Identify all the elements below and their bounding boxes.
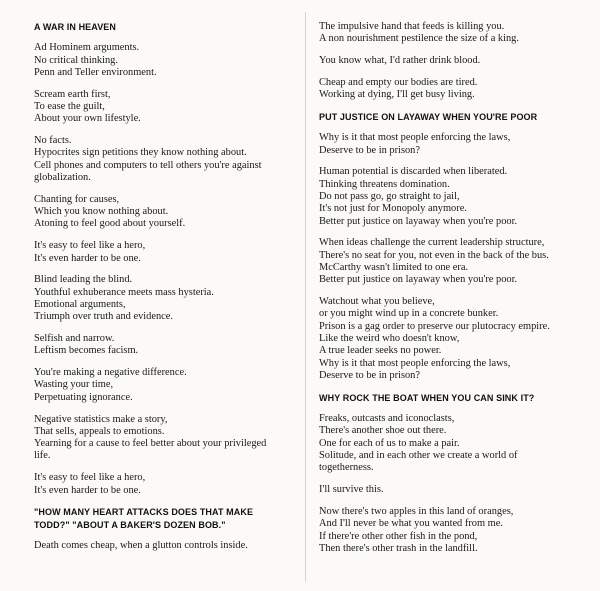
lyric-line: Youthful exhuberance meets mass hysteria.: [34, 286, 214, 298]
lyric-line: McCarthy wasn't limited to one era.: [319, 262, 469, 274]
lyric-line: Death comes cheap, when a glutton controls inside.: [34, 540, 248, 552]
lyric-line: Solitude, and in each other we create a world of: [319, 450, 518, 462]
lyric-line: globalization.: [34, 172, 91, 184]
lyric-line: Which you know nothing about.: [34, 206, 169, 218]
lyric-line: Atoning to feel good about yourself.: [34, 218, 186, 230]
lyric-line: Better put justice on layaway when you're poor.: [319, 215, 518, 227]
song-title: WHY ROCK THE BOAT WHEN YOU CAN SINK IT?: [319, 392, 535, 403]
lyric-line: And I'll never be what you wanted from me.: [319, 518, 503, 530]
stanza: [34, 367, 306, 404]
lyric-line: Perpetuating ignorance.: [34, 391, 133, 403]
lyric-line: There's no seat for you, not even in the back of the bus.: [319, 249, 549, 261]
stanza: [34, 240, 306, 265]
lyric-line: Chanting for causes,: [34, 193, 120, 205]
lyric-line: Why is it that most people enforcing the laws,: [319, 132, 511, 144]
lyric-line: Freaks, outcasts and iconoclasts,: [319, 413, 455, 425]
stanza: [319, 21, 587, 46]
stanza: [319, 296, 587, 382]
stanza: [34, 135, 306, 184]
lyric-line: To ease the guilt,: [34, 101, 105, 113]
lyric-line: Wasting your time,: [34, 379, 114, 391]
lyric-line: Deserve to be in prison?: [319, 369, 420, 381]
lyric-line: life.: [34, 450, 51, 462]
lyric-line: That sells, appeals to emotions.: [34, 425, 165, 437]
stanza: [34, 333, 306, 358]
song-title: PUT JUSTICE ON LAYAWAY WHEN YOU'RE POOR: [319, 111, 538, 122]
lyric-line: It's easy to feel like a hero,: [34, 472, 146, 484]
stanza: [34, 194, 306, 231]
lyric-line: No facts.: [34, 135, 72, 147]
lyric-line: Human potential is discarded when liberated.: [319, 166, 508, 178]
lyric-line: Cell phones and computers to tell others you're against: [34, 159, 262, 171]
lyric-line: You know what, I'd rather drink blood.: [319, 55, 481, 67]
lyric-line: togetherness.: [319, 462, 374, 474]
lyric-line: You're making a negative difference.: [34, 367, 187, 379]
column-divider: [305, 12, 306, 582]
lyric-line: About your own lifestyle.: [34, 113, 141, 125]
lyric-line: When ideas challenge the current leadership structure,: [319, 237, 545, 249]
lyric-line: Deserve to be in prison?: [319, 144, 420, 156]
lyric-line: Leftism becomes facism.: [34, 345, 139, 357]
lyric-line: It's even harder to be one.: [34, 252, 141, 264]
lyric-line: Like the weird who doesn't know,: [319, 333, 460, 345]
lyric-line: Yearning for a cause to feel better about your privileged: [34, 438, 267, 450]
stanza: [319, 77, 587, 102]
lyric-line: Emotional arguments,: [34, 298, 126, 310]
lyric-line: Prison is a gag order to preserve our plutocracy empire.: [319, 320, 550, 332]
stanza: [319, 55, 587, 67]
stanza: [319, 506, 587, 555]
song-title: A WAR IN HEAVEN: [34, 22, 117, 32]
stanza: [319, 413, 587, 474]
stanza: [34, 89, 306, 126]
stanza: [34, 540, 306, 552]
stanza: [319, 132, 587, 157]
lyric-line: Then there's other trash in the landfill.: [319, 542, 478, 554]
left-column: [34, 21, 306, 562]
lyric-line: It's even harder to be one.: [34, 484, 141, 496]
lyric-line: Do not pass go, go straight to jail,: [319, 191, 460, 203]
lyric-line: or you might wind up in a concrete bunker.: [319, 308, 499, 320]
stanza: [319, 484, 587, 496]
lyric-line: Blind leading the blind.: [34, 274, 133, 286]
stanza: [34, 414, 306, 463]
lyric-line: Hypocrites sign petitions they know nothing about.: [34, 147, 247, 159]
lyric-line: Watchout what you believe,: [319, 296, 435, 308]
stanza: [34, 472, 306, 497]
lyric-line: One for each of us to make a pair.: [319, 437, 460, 449]
lyric-line: Selfish and narrow.: [34, 333, 115, 345]
lyric-line: No critical thinking.: [34, 54, 118, 66]
lyric-line: It's not just for Monopoly anymore.: [319, 203, 467, 215]
lyric-line: Penn and Teller environment.: [34, 67, 157, 78]
right-column: [319, 21, 587, 565]
stanza: [34, 274, 306, 323]
stanza: [319, 166, 587, 227]
lyric-line: There's another shoe out there.: [319, 425, 447, 437]
lyric-line: Thinking threatens domination.: [319, 178, 450, 190]
lyric-line: The impulsive hand that feeds is killing you.: [319, 21, 505, 32]
lyric-line: Ad Hominem arguments.: [34, 42, 140, 54]
lyric-line: Working at dying, I'll get busy living.: [319, 89, 475, 101]
lyric-line: Now there's two apples in this land of oranges,: [319, 505, 514, 517]
song-title: [34, 506, 306, 531]
lyric-line: Cheap and empty our bodies are tired.: [319, 76, 478, 88]
song-title-line: TODD?" "ABOUT A BAKER'S DOZEN BOB.": [34, 519, 226, 530]
lyric-line: A true leader seeks no power.: [319, 345, 442, 357]
lyric-line: It's easy to feel like a hero,: [34, 240, 146, 252]
lyric-line: Triumph over truth and evidence.: [34, 311, 173, 323]
stanza: [319, 237, 587, 286]
lyric-line: Why is it that most people enforcing the laws,: [319, 357, 511, 369]
lyric-line: If there're other other fish in the pond,: [319, 530, 478, 542]
stanza: [34, 42, 306, 79]
lyric-line: Negative statistics make a story,: [34, 413, 168, 425]
lyric-line: A non nourishment pestilence the size of a king.: [319, 33, 519, 45]
song-title-line: "HOW MANY HEART ATTACKS DOES THAT MAKE: [34, 507, 254, 518]
lyric-line: Scream earth first,: [34, 88, 111, 100]
lyric-line: Better put justice on layaway when you're poor.: [319, 274, 518, 286]
lyric-line: I'll survive this.: [319, 484, 384, 496]
